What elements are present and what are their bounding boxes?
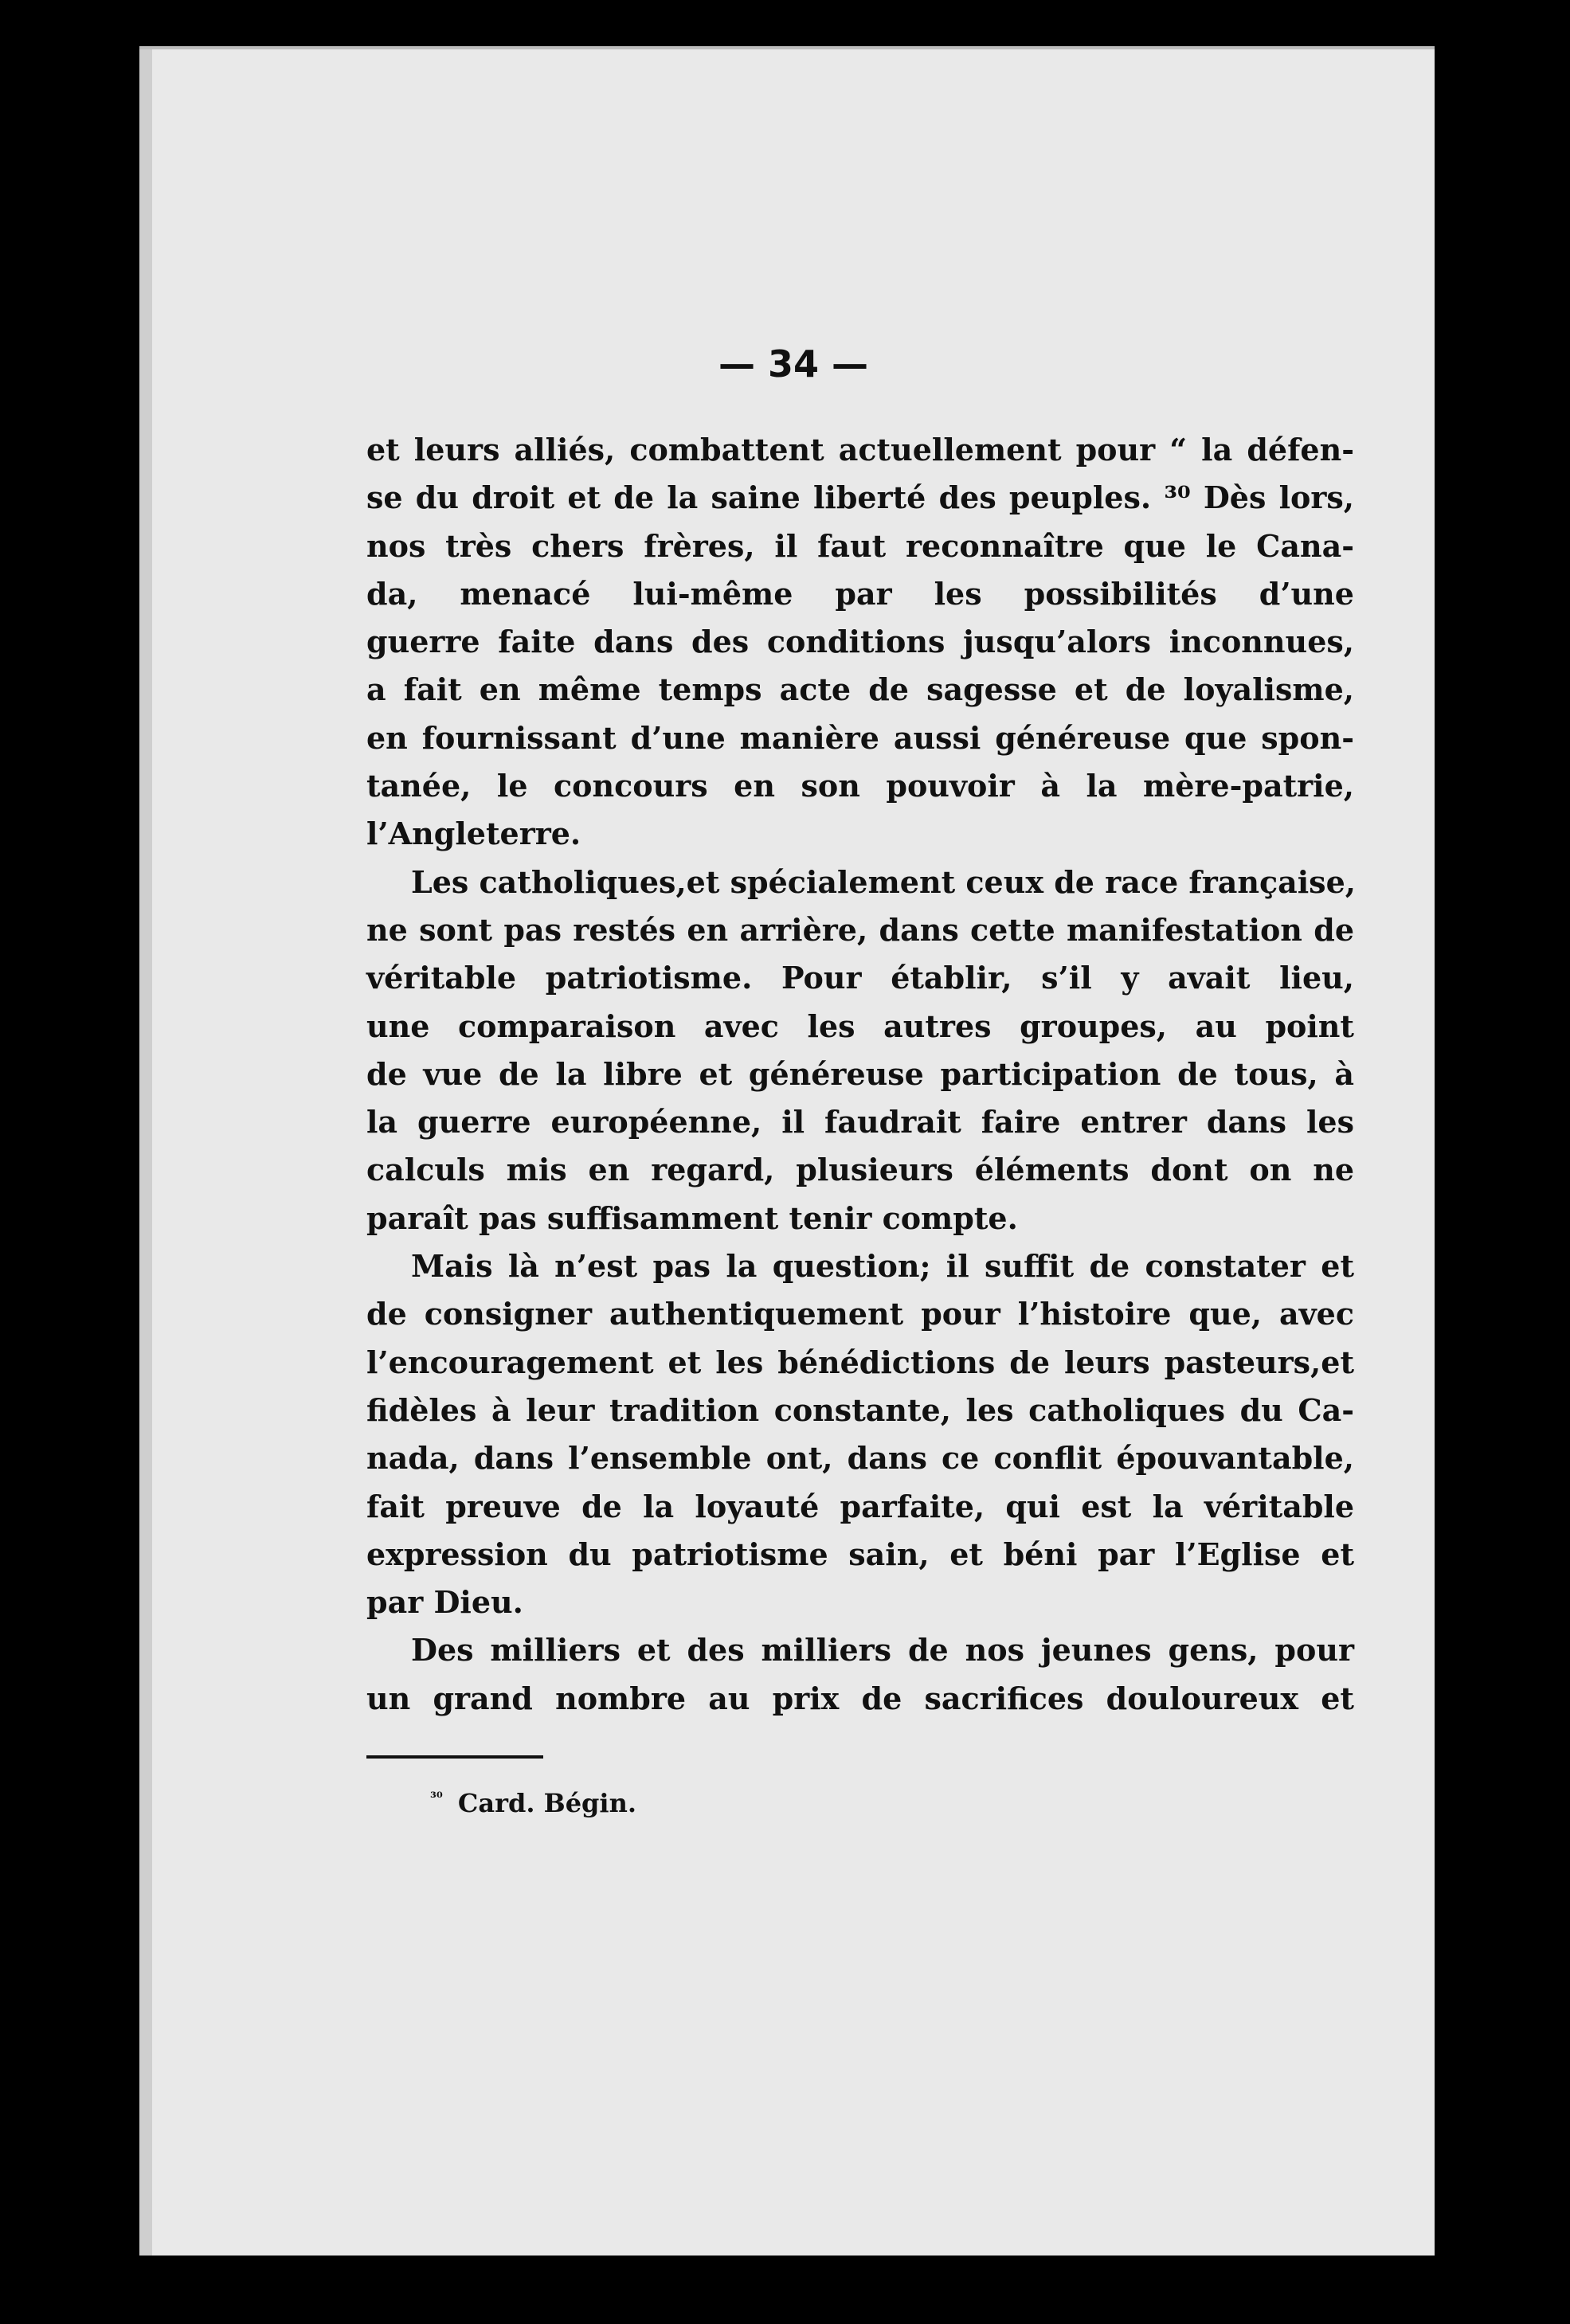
text-line: et leurs alliés, combattent actuellement pour “ la défen- [366,432,1354,468]
text-line: calculs mis en regard, plusieurs éléments dont on ne [366,1152,1354,1188]
text-line: par Dieu. [366,1584,523,1621]
footnote-text: Card. Bégin. [457,1788,636,1818]
text-line: en fournissant d’une manière aussi généreuse que spon- [366,719,1354,756]
text-line: expression du patriotisme sain, et béni par l’Eglise et [366,1536,1354,1572]
text-line: a fait en même temps acte de sagesse et de loyalisme, [366,671,1354,708]
text-line: da, menacé lui-même par les possibilités d’une [366,575,1354,612]
text-line: nada, dans l’ensemble ont, dans ce conflit épouvantable, [366,1440,1354,1477]
body-text [366,426,1354,1723]
text-line: nos très chers frères, il faut reconnaître que le Cana- [366,527,1354,564]
page-number: — 34 — [718,342,869,385]
text-line: une comparaison avec les autres groupes, au point [366,1007,1354,1044]
text-line: fait preuve de la loyauté parfaite, qui est la véritable [366,1488,1354,1524]
text-line: Des milliers et des milliers de nos jeunes gens, pour [411,1632,1354,1669]
text-line: de consigner authentiquement pour l’histoire que, avec [366,1296,1354,1332]
footnote-rule [366,1755,543,1759]
text-line: se du droit et de la saine liberté des peuples. ³⁰ Dès lors, [366,479,1354,516]
footnote-marker: ³⁰ [430,1790,443,1807]
text-line: de vue de la libre et généreuse participation de tous, à [366,1055,1354,1092]
text-line: ne sont pas restés en arrière, dans cette manifestation de [366,911,1354,948]
text-line: fidèles à leur tradition constante, les catholiques du Ca- [366,1391,1354,1428]
text-line: la guerre européenne, il faudrait faire entrer dans les [366,1104,1354,1140]
text-line: un grand nombre au prix de sacrifices douloureux et [366,1680,1354,1716]
text-line: Les catholiques,et spécialement ceux de race française, [411,863,1356,900]
text-line: l’Angleterre. [366,816,581,852]
footnote [430,1788,636,1818]
text-line: guerre faite dans des conditions jusqu’alors inconnues, [366,624,1354,660]
text-line: Mais là n’est pas la question; il suffit de constater et [411,1248,1354,1285]
text-line: véritable patriotisme. Pour établir, s’il y avait lieu, [366,960,1354,996]
text-line: paraît pas suffisamment tenir compte. [366,1199,1018,1236]
text-line: tanée, le concours en son pouvoir à la mère-patrie, [366,768,1354,804]
text-line: l’encouragement et les bénédictions de leurs pasteurs,et [366,1344,1354,1380]
